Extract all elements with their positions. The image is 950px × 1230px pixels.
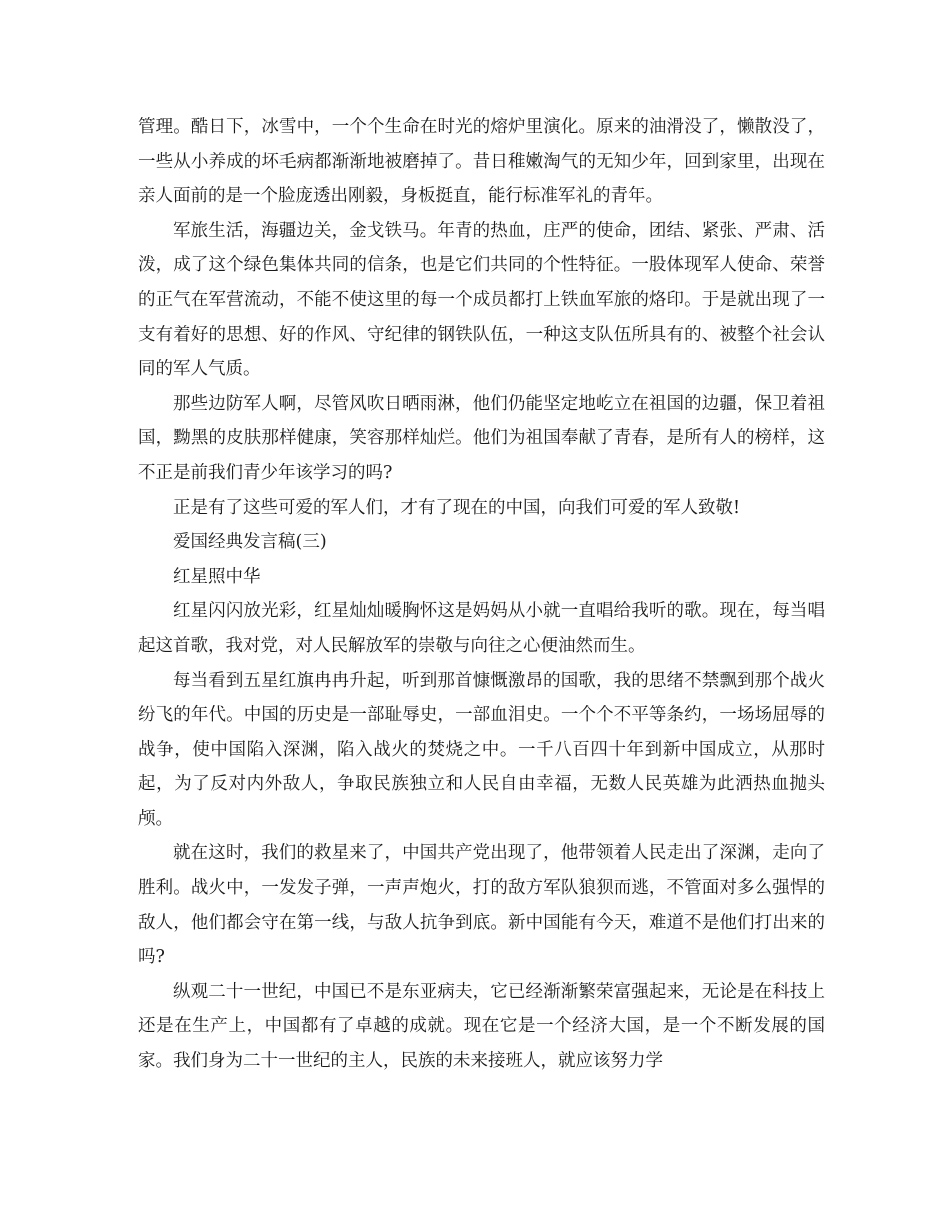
paragraph-military-life: 军旅生活，海疆边关，金戈铁马。年青的热血，庄严的使命，团结、紧张、严肃、活泼，成了这个绿色集体共同的信条，也是它们共同的个性特征。一股体现军人使命、荣誉的正气在军营流动，不能不使这里的每一个成员都打上铁血军旅的烙印。于是就出现了一支有着好的思想、好的作风、守纪律的钢铁队伍，一种这支队伍所具有的、被整个社会认同的军人气质。 [138, 220, 825, 380]
section-heading: 爱国经典发言稿(三) [173, 532, 327, 553]
paragraph-red-star-song: 红星闪闪放光彩，红星灿灿暖胸怀这是妈妈从小就一直唱给我听的歌。现在，每当唱起这首歌，我对党，对人民解放军的崇敬与向往之心便油然而生。 [138, 601, 825, 656]
paragraph-continuation: 管理。酷日下，冰雪中，一个个生命在时光的熔炉里演化。原来的油滑没了，懒散没了，一些从小养成的坏毛病都渐渐地被磨掉了。昔日稚嫩淘气的无知少年，回到家里，出现在亲人面前的是一个脸庞透出刚毅，身板挺直，能行标准军礼的青年。 [138, 117, 825, 207]
paragraph-communist-party: 就在这时，我们的救星来了，中国共产党出现了，他带领着人民走出了深渊，走向了胜利。战火中，一发发子弹，一声声炮火，打的敌方军队狼狈而逃，不管面对多么强悍的敌人，他们都会守在第一线，与敌人抗争到底。新中国能有今天，难道不是他们打出来的吗? [138, 843, 825, 968]
paragraph-twenty-first-century: 纵观二十一世纪，中国已不是东亚病夫，它已经渐渐繁荣富强起来，无论是在科技上还是在生产上，中国都有了卓越的成就。现在它是一个经济大国，是一个不断发展的国家。我们身为二十一世纪的主人，民族的未来接班人，就应该努力学 [138, 981, 825, 1072]
paragraph-salute: 正是有了这些可爱的军人们，才有了现在的中国，向我们可爱的军人致敬! [173, 497, 741, 518]
paragraph-history: 每当看到五星红旗冉冉升起，听到那首慷慨激昂的国歌，我的思绪不禁飘到那个战火纷飞的年代。中国的历史是一部耻辱史，一部血泪史。一个个不平等条约，一场场屈辱的战争，使中国陷入深渊，陷入战火的焚烧之中。一千八百四十年到新中国成立，从那时起，为了反对内外敌人，争取民族独立和人民自由幸福，无数人民英雄为此洒热血抛头颅。 [138, 670, 825, 829]
document-page [138, 110, 825, 1079]
paragraph-border-soldiers: 那些边防军人啊，尽管风吹日晒雨淋，他们仍能坚定地屹立在祖国的边疆，保卫着祖国，黝黑的皮肤那样健康，笑容那样灿烂。他们为祖国奉献了青春，是所有人的榜样，这不正是前我们青少年该学习的吗? [138, 393, 825, 483]
section-subtitle: 红星照中华 [173, 566, 261, 587]
